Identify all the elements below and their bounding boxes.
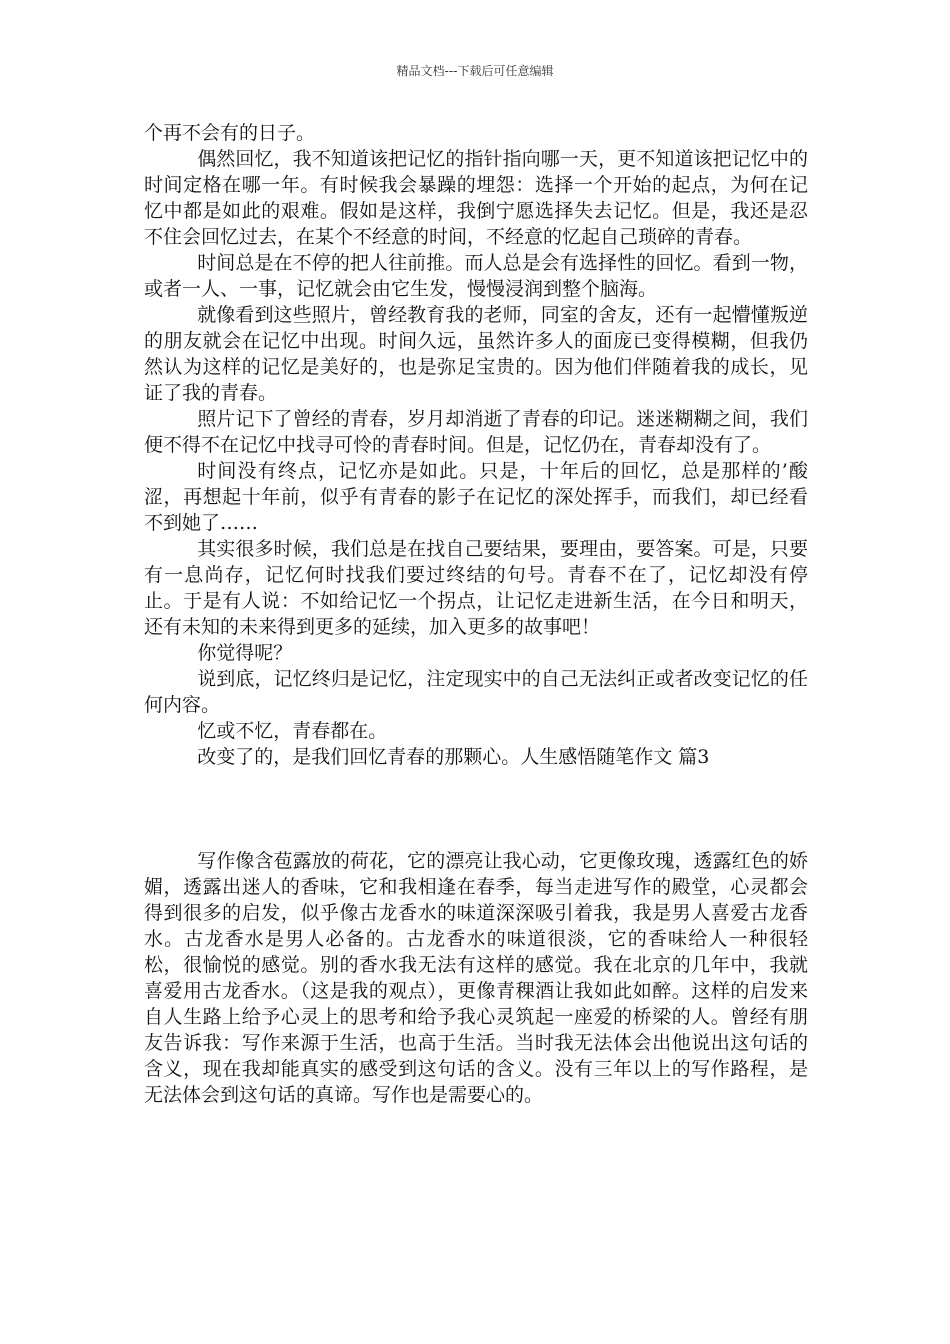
paragraph: 写作像含苞露放的荷花，它的漂亮让我心动，它更像玫瑰，透露红色的娇媚，透露出迷人的香味，它和我相逢在春季，每当走进写作的殿堂，心灵都会得到很多的启发，似乎像古龙香水的味道深深吸引着我，我是男人喜爱古龙香水。古龙香水是男人必备的。古龙香水的味道很淡，它的香味给人一种很轻松，很愉悦的感觉。别的香水我无法有这样的感觉。我在北京的几年中，我就喜爱用古龙香水。（这是我的观点），更像青稞酒让我如此如醉。这样的启发来自人生路上给予心灵上的思考和给予我心灵筑起一座爱的桥梁的人。曾经有朋友告诉我：写作来源于生活，也高于生活。当时我无法体会出他说出这句话的含义，现在我却能真实的感受到这句话的含义。没有三年以上的写作路程，是无法体会到这句话的真谛。写作也是需要心的。: [144, 850, 808, 1106]
paragraph: 说到底，记忆终归是记忆，注定现实中的自己无法纠正或者改变记忆的任何内容。: [144, 668, 808, 716]
paragraph: 时间总是在不停的把人往前推。而人总是会有选择性的回忆。看到一物，或者一人、一事，记忆就会由它生发，慢慢浸润到整个脑海。: [144, 252, 808, 300]
paragraph: 偶然回忆，我不知道该把记忆的指针指向哪一天，更不知道该把记忆中的时间定格在哪一年。有时候我会暴躁的埋怨：选择一个开始的起点，为何在记忆中都是如此的艰难。假如是这样，我倒宁愿选择失去记忆。但是，我还是忍不住会回忆过去，在某个不经意的时间，不经意的忆起自己琐碎的青春。: [144, 148, 808, 248]
paragraph: 照片记下了曾经的青春，岁月却消逝了青春的印记。迷迷糊糊之间，我们便不得不在记忆中找寻可怜的青春时间。但是，记忆仍在，青春却没有了。: [144, 408, 808, 456]
paragraph-section-title: 改变了的，是我们回忆青春的那颗心。人生感悟随笔作文 篇3: [197, 746, 710, 768]
paragraph-continued: 个再不会有的日子。: [144, 122, 316, 144]
paragraph: 忆或不忆，青春都在。: [197, 720, 388, 742]
paragraph: 你觉得呢？: [197, 642, 293, 664]
section-gap: [144, 770, 808, 848]
paragraph: 时间没有终点，记忆亦是如此。只是，十年后的回忆，总是那样的’酸涩，再想起十年前，似乎有青春的影子在记忆的深处挥手，而我们，却已经看不到她了……: [144, 460, 808, 534]
paragraph: 就像看到这些照片，曾经教育我的老师，同室的舍友，还有一起懵懂叛逆的朋友就会在记忆中出现。时间久远，虽然许多人的面庞已变得模糊，但我仍然认为这样的记忆是美好的，也是弥足宝贵的。因为他们伴随着我的成长，见证了我的青春。: [144, 304, 808, 404]
paragraph: 其实很多时候，我们总是在找自己要结果，要理由，要答案。可是，只要有一息尚存，记忆何时找我们要过终结的句号。青春不在了，记忆却没有停止。于是有人说：不如给记忆一个拐点，让记忆走进新生活，在今日和明天，还有未知的未来得到更多的延续，加入更多的故事吧！: [144, 538, 808, 638]
page-header: 精品文档---下载后可任意编辑: [396, 64, 554, 78]
document-body: [144, 120, 808, 1108]
